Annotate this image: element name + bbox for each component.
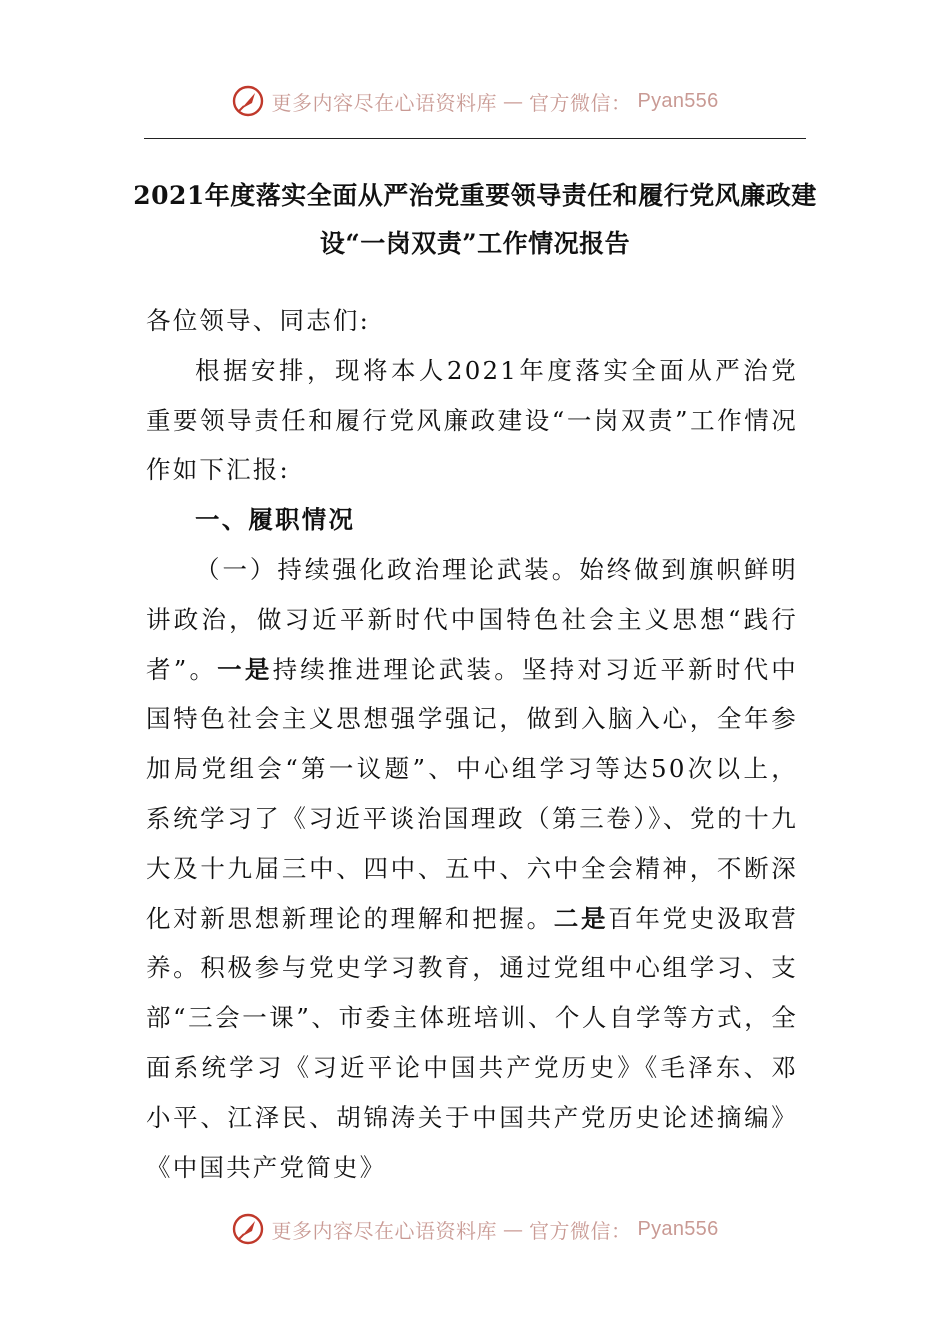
header-rule xyxy=(144,138,806,139)
quill-logo-icon xyxy=(231,1212,265,1246)
paragraph-1-text-c: 百年党史汲取营养。积极参与党史学习教育，通过党组中心组学习、支部“三会一课”、市委主体班培训、个人自学等方式，全面系统学习《习近平论中国共产党历史》《毛泽东、邓小平、江泽民、胡锦涛关于中国共产党历史论述摘编》《中国共产党简史》 xyxy=(146,903,798,1182)
watermark-wechat-label: 官方微信： xyxy=(528,1218,632,1243)
point-two-label: 二是 xyxy=(553,903,609,933)
watermark-text: 更多内容尽在心语资料库 xyxy=(271,1218,497,1243)
watermark-wechat-label: 官方微信： xyxy=(528,90,632,115)
point-one-label: 一是 xyxy=(217,654,273,684)
watermark-dash: — xyxy=(502,1217,523,1241)
intro-paragraph: 根据安排，现将本人2021年度落实全面从严治党重要领导责任和履行党风廉政建设“一岗双责”工作情况作如下汇报: xyxy=(146,355,798,485)
greeting: 各位领导、同志们: xyxy=(146,306,371,335)
paragraph-1-text-b: 持续推进理论武装。坚持对习近平新时代中国特色社会主义思想强学强记，做到入脑入心，全年参加局党组会“第一议题”、中心组学习等达50次以上，系统学习了《习近平谈治国理政（第三卷）》、党的十九大及十九届三中、四中、五中、六中全会精神，不断深化对新思想新理论的理解和把握。 xyxy=(146,654,798,933)
section-heading: 一、履职情况 xyxy=(195,505,356,535)
watermark-dash: — xyxy=(502,89,523,113)
watermark-handle: Pyan556 xyxy=(637,1217,719,1240)
paragraph-1 xyxy=(146,545,798,1192)
watermark-footer xyxy=(0,1212,950,1246)
document-title: 2021年度落实全面从严治党重要领导责任和履行党风廉政建设“一岗双责”工作情况报告 xyxy=(133,181,817,258)
paragraph-1-text-a: （一）持续强化政治理论武装。始终做到旗帜鲜明讲政治，做习近平新时代中国特色社会主义思想“践行者”。 xyxy=(146,554,798,684)
watermark-text: 更多内容尽在心语资料库 xyxy=(271,90,497,115)
watermark-handle: Pyan556 xyxy=(637,89,719,112)
document-body xyxy=(146,296,798,1192)
quill-logo-icon xyxy=(231,84,265,118)
watermark-header xyxy=(0,84,950,118)
